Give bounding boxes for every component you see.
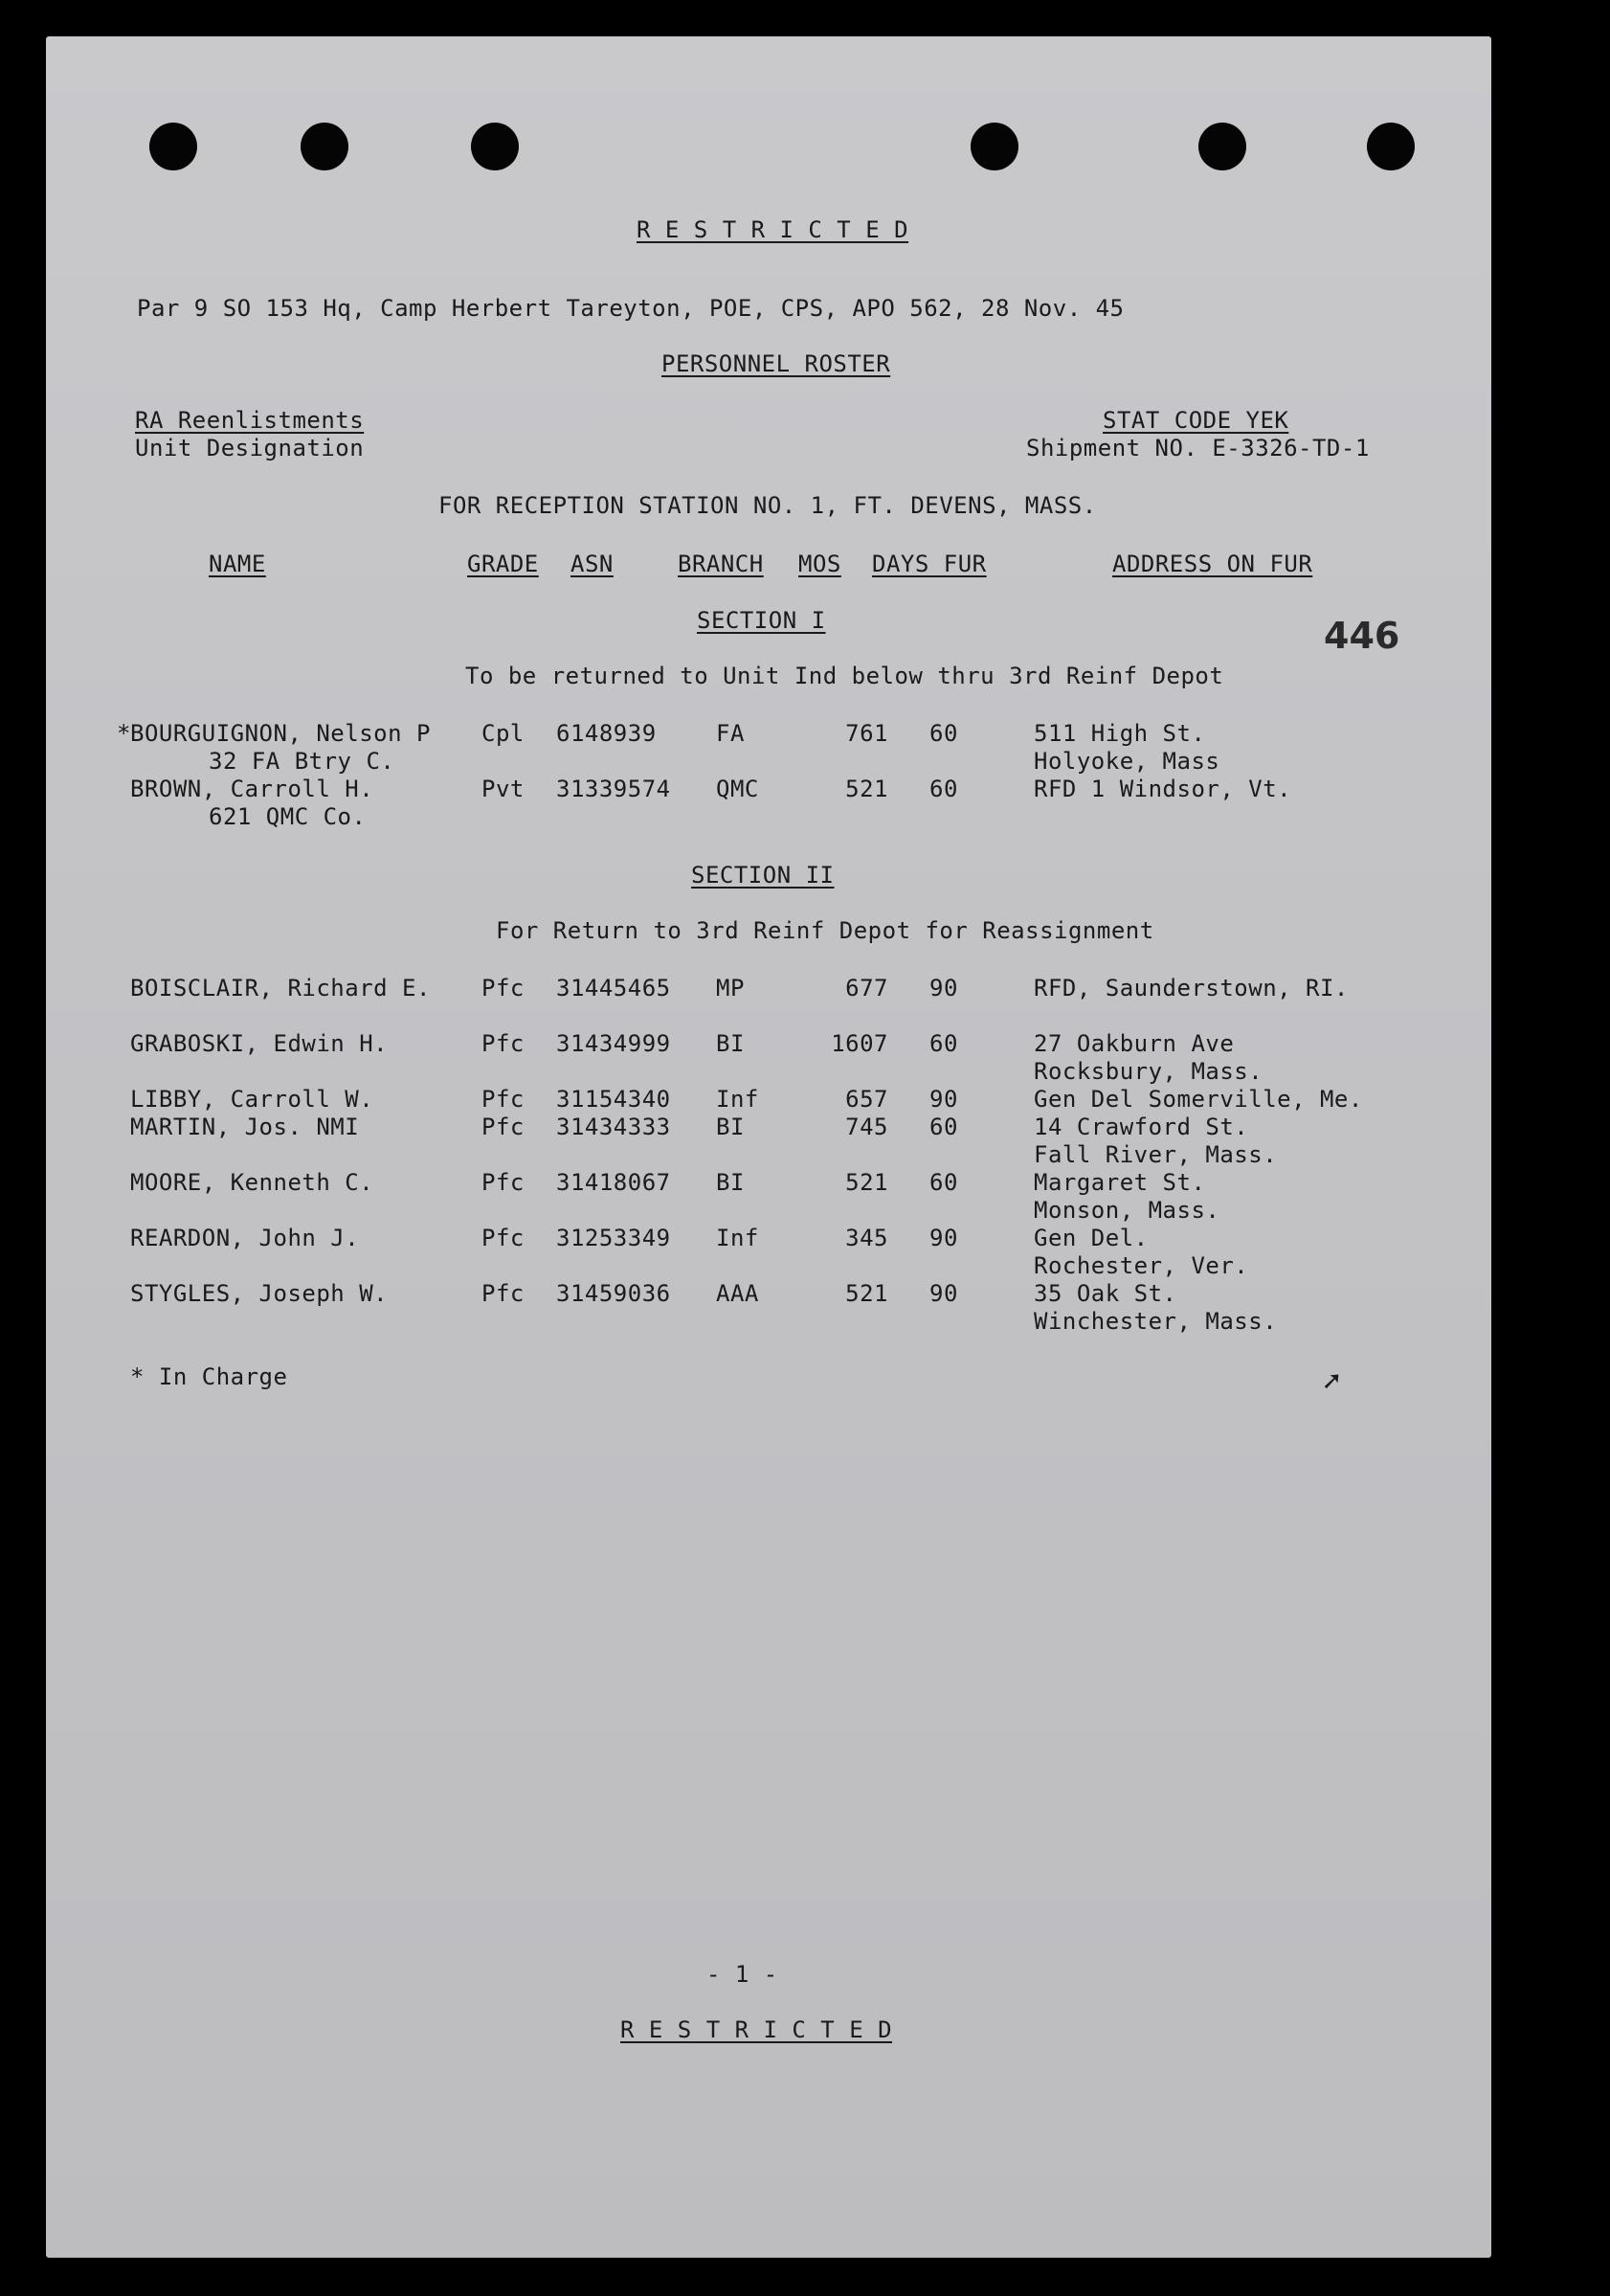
table-row <box>46 720 1491 777</box>
stat-code: STAT CODE YEK <box>1103 407 1289 434</box>
personnel-mos: 521 <box>845 1169 888 1196</box>
document-title: PERSONNEL ROSTER <box>661 350 891 377</box>
personnel-mos: 521 <box>845 776 888 802</box>
personnel-mos: 761 <box>845 720 888 747</box>
personnel-days-fur: 90 <box>929 1280 958 1307</box>
personnel-address-line1: RFD 1 Windsor, Vt. <box>1034 776 1292 802</box>
personnel-name: MARTIN, Jos. NMI <box>130 1114 360 1140</box>
personnel-asn: 31418067 <box>556 1169 671 1196</box>
punch-hole <box>971 123 1018 170</box>
classification-bottom: R E S T R I C T E D <box>620 2016 893 2043</box>
personnel-mos: 677 <box>845 975 888 1002</box>
personnel-mos: 745 <box>845 1114 888 1140</box>
personnel-address-line1: Gen Del Somerville, Me. <box>1034 1086 1363 1113</box>
personnel-mos: 521 <box>845 1280 888 1307</box>
personnel-branch: MP <box>716 975 745 1002</box>
column-header-name: NAME <box>209 551 266 577</box>
personnel-name: REARDON, John J. <box>130 1225 360 1251</box>
personnel-mos: 345 <box>845 1225 888 1251</box>
punch-hole <box>471 123 519 170</box>
personnel-address-line2: Winchester, Mass. <box>1034 1308 1278 1335</box>
personnel-branch: QMC <box>716 776 759 802</box>
personnel-grade: Cpl <box>481 720 525 747</box>
personnel-branch: BI <box>716 1030 745 1057</box>
personnel-branch: Inf <box>716 1225 759 1251</box>
orders-line: Par 9 SO 153 Hq, Camp Herbert Tareyton, POE, CPS, APO 562, 28 Nov. 45 <box>137 295 1125 322</box>
table-row <box>46 1169 1491 1227</box>
section-2-title: SECTION II <box>691 862 835 889</box>
personnel-address-line1: RFD, Saunderstown, RI. <box>1034 975 1349 1002</box>
column-header-address: ADDRESS ON FUR <box>1112 551 1313 577</box>
personnel-name: BROWN, Carroll H. <box>130 776 374 802</box>
ink-mark: ➚ <box>1323 1365 1341 1399</box>
personnel-mos: 1607 <box>831 1030 888 1057</box>
personnel-asn: 31434999 <box>556 1030 671 1057</box>
personnel-asn: 31154340 <box>556 1086 671 1113</box>
personnel-name: GRABOSKI, Edwin H. <box>130 1030 389 1057</box>
punch-hole <box>301 123 348 170</box>
in-charge-marker: * <box>117 720 131 747</box>
personnel-address-line2: Rocksbury, Mass. <box>1034 1058 1263 1085</box>
table-row <box>46 776 1491 833</box>
personnel-grade: Pfc <box>481 1169 525 1196</box>
personnel-grade: Pfc <box>481 1225 525 1251</box>
personnel-name: BOISCLAIR, Richard E. <box>130 975 431 1002</box>
personnel-address-line1: 511 High St. <box>1034 720 1206 747</box>
personnel-days-fur: 90 <box>929 1086 958 1113</box>
personnel-address-line2: Holyoke, Mass <box>1034 748 1220 775</box>
personnel-grade: Pfc <box>481 975 525 1002</box>
column-header-branch: BRANCH <box>678 551 764 577</box>
personnel-address-line2: Monson, Mass. <box>1034 1197 1220 1224</box>
personnel-asn: 31434333 <box>556 1114 671 1140</box>
personnel-address-line1: 27 Oakburn Ave <box>1034 1030 1235 1057</box>
unit-label: RA Reenlistments <box>135 407 365 434</box>
personnel-branch: Inf <box>716 1086 759 1113</box>
column-header-grade: GRADE <box>467 551 539 577</box>
personnel-unit: 621 QMC Co. <box>209 803 367 830</box>
personnel-days-fur: 60 <box>929 720 958 747</box>
personnel-asn: 31253349 <box>556 1225 671 1251</box>
personnel-name: STYGLES, Joseph W. <box>130 1280 389 1307</box>
personnel-unit: 32 FA Btry C. <box>209 748 395 775</box>
destination-line: FOR RECEPTION STATION NO. 1, FT. DEVENS, MASS. <box>438 492 1097 519</box>
personnel-days-fur: 60 <box>929 1114 958 1140</box>
personnel-mos: 657 <box>845 1086 888 1113</box>
personnel-name: LIBBY, Carroll W. <box>130 1086 374 1113</box>
personnel-address-line1: 35 Oak St. <box>1034 1280 1177 1307</box>
punch-hole <box>1198 123 1246 170</box>
column-header-asn: ASN <box>570 551 614 577</box>
personnel-branch: BI <box>716 1114 745 1140</box>
personnel-days-fur: 60 <box>929 776 958 802</box>
personnel-address-line1: Gen Del. <box>1034 1225 1149 1251</box>
personnel-branch: AAA <box>716 1280 759 1307</box>
personnel-days-fur: 60 <box>929 1169 958 1196</box>
personnel-address-line1: 14 Crawford St. <box>1034 1114 1249 1140</box>
unit-designation-label: Unit Designation <box>135 435 365 461</box>
personnel-name: BOURGUIGNON, Nelson P <box>130 720 431 747</box>
personnel-branch: BI <box>716 1169 745 1196</box>
personnel-branch: FA <box>716 720 745 747</box>
table-row <box>46 975 1491 1032</box>
table-row <box>46 1114 1491 1171</box>
personnel-address-line2: Fall River, Mass. <box>1034 1141 1278 1168</box>
personnel-address-line1: Margaret St. <box>1034 1169 1206 1196</box>
section-1-instruction: To be returned to Unit Ind below thru 3rd Reinf Depot <box>465 663 1224 689</box>
section-1-title: SECTION I <box>697 607 826 634</box>
personnel-days-fur: 90 <box>929 1225 958 1251</box>
column-header-days-fur: DAYS FUR <box>872 551 987 577</box>
table-row <box>46 1030 1491 1088</box>
shipment-number: Shipment NO. E-3326-TD-1 <box>1026 435 1370 461</box>
personnel-grade: Pvt <box>481 776 525 802</box>
personnel-grade: Pfc <box>481 1280 525 1307</box>
personnel-name: MOORE, Kenneth C. <box>130 1169 374 1196</box>
page-stamp-number: 446 <box>1324 615 1400 657</box>
personnel-days-fur: 90 <box>929 975 958 1002</box>
column-header-mos: MOS <box>798 551 841 577</box>
personnel-days-fur: 60 <box>929 1030 958 1057</box>
personnel-address-line2: Rochester, Ver. <box>1034 1252 1249 1279</box>
table-row <box>46 1225 1491 1282</box>
section-2-instruction: For Return to 3rd Reinf Depot for Reassignment <box>496 917 1154 944</box>
personnel-grade: Pfc <box>481 1030 525 1057</box>
classification-top: R E S T R I C T E D <box>637 216 909 243</box>
page-number: - 1 - <box>706 1961 778 1988</box>
personnel-grade: Pfc <box>481 1086 525 1113</box>
personnel-asn: 31445465 <box>556 975 671 1002</box>
personnel-grade: Pfc <box>481 1114 525 1140</box>
personnel-asn: 31339574 <box>556 776 671 802</box>
footnote-in-charge: * In Charge <box>130 1363 288 1390</box>
personnel-asn: 6148939 <box>556 720 657 747</box>
document-page <box>46 36 1491 2258</box>
punch-hole <box>149 123 197 170</box>
punch-hole <box>1367 123 1415 170</box>
table-row <box>46 1280 1491 1338</box>
personnel-asn: 31459036 <box>556 1280 671 1307</box>
